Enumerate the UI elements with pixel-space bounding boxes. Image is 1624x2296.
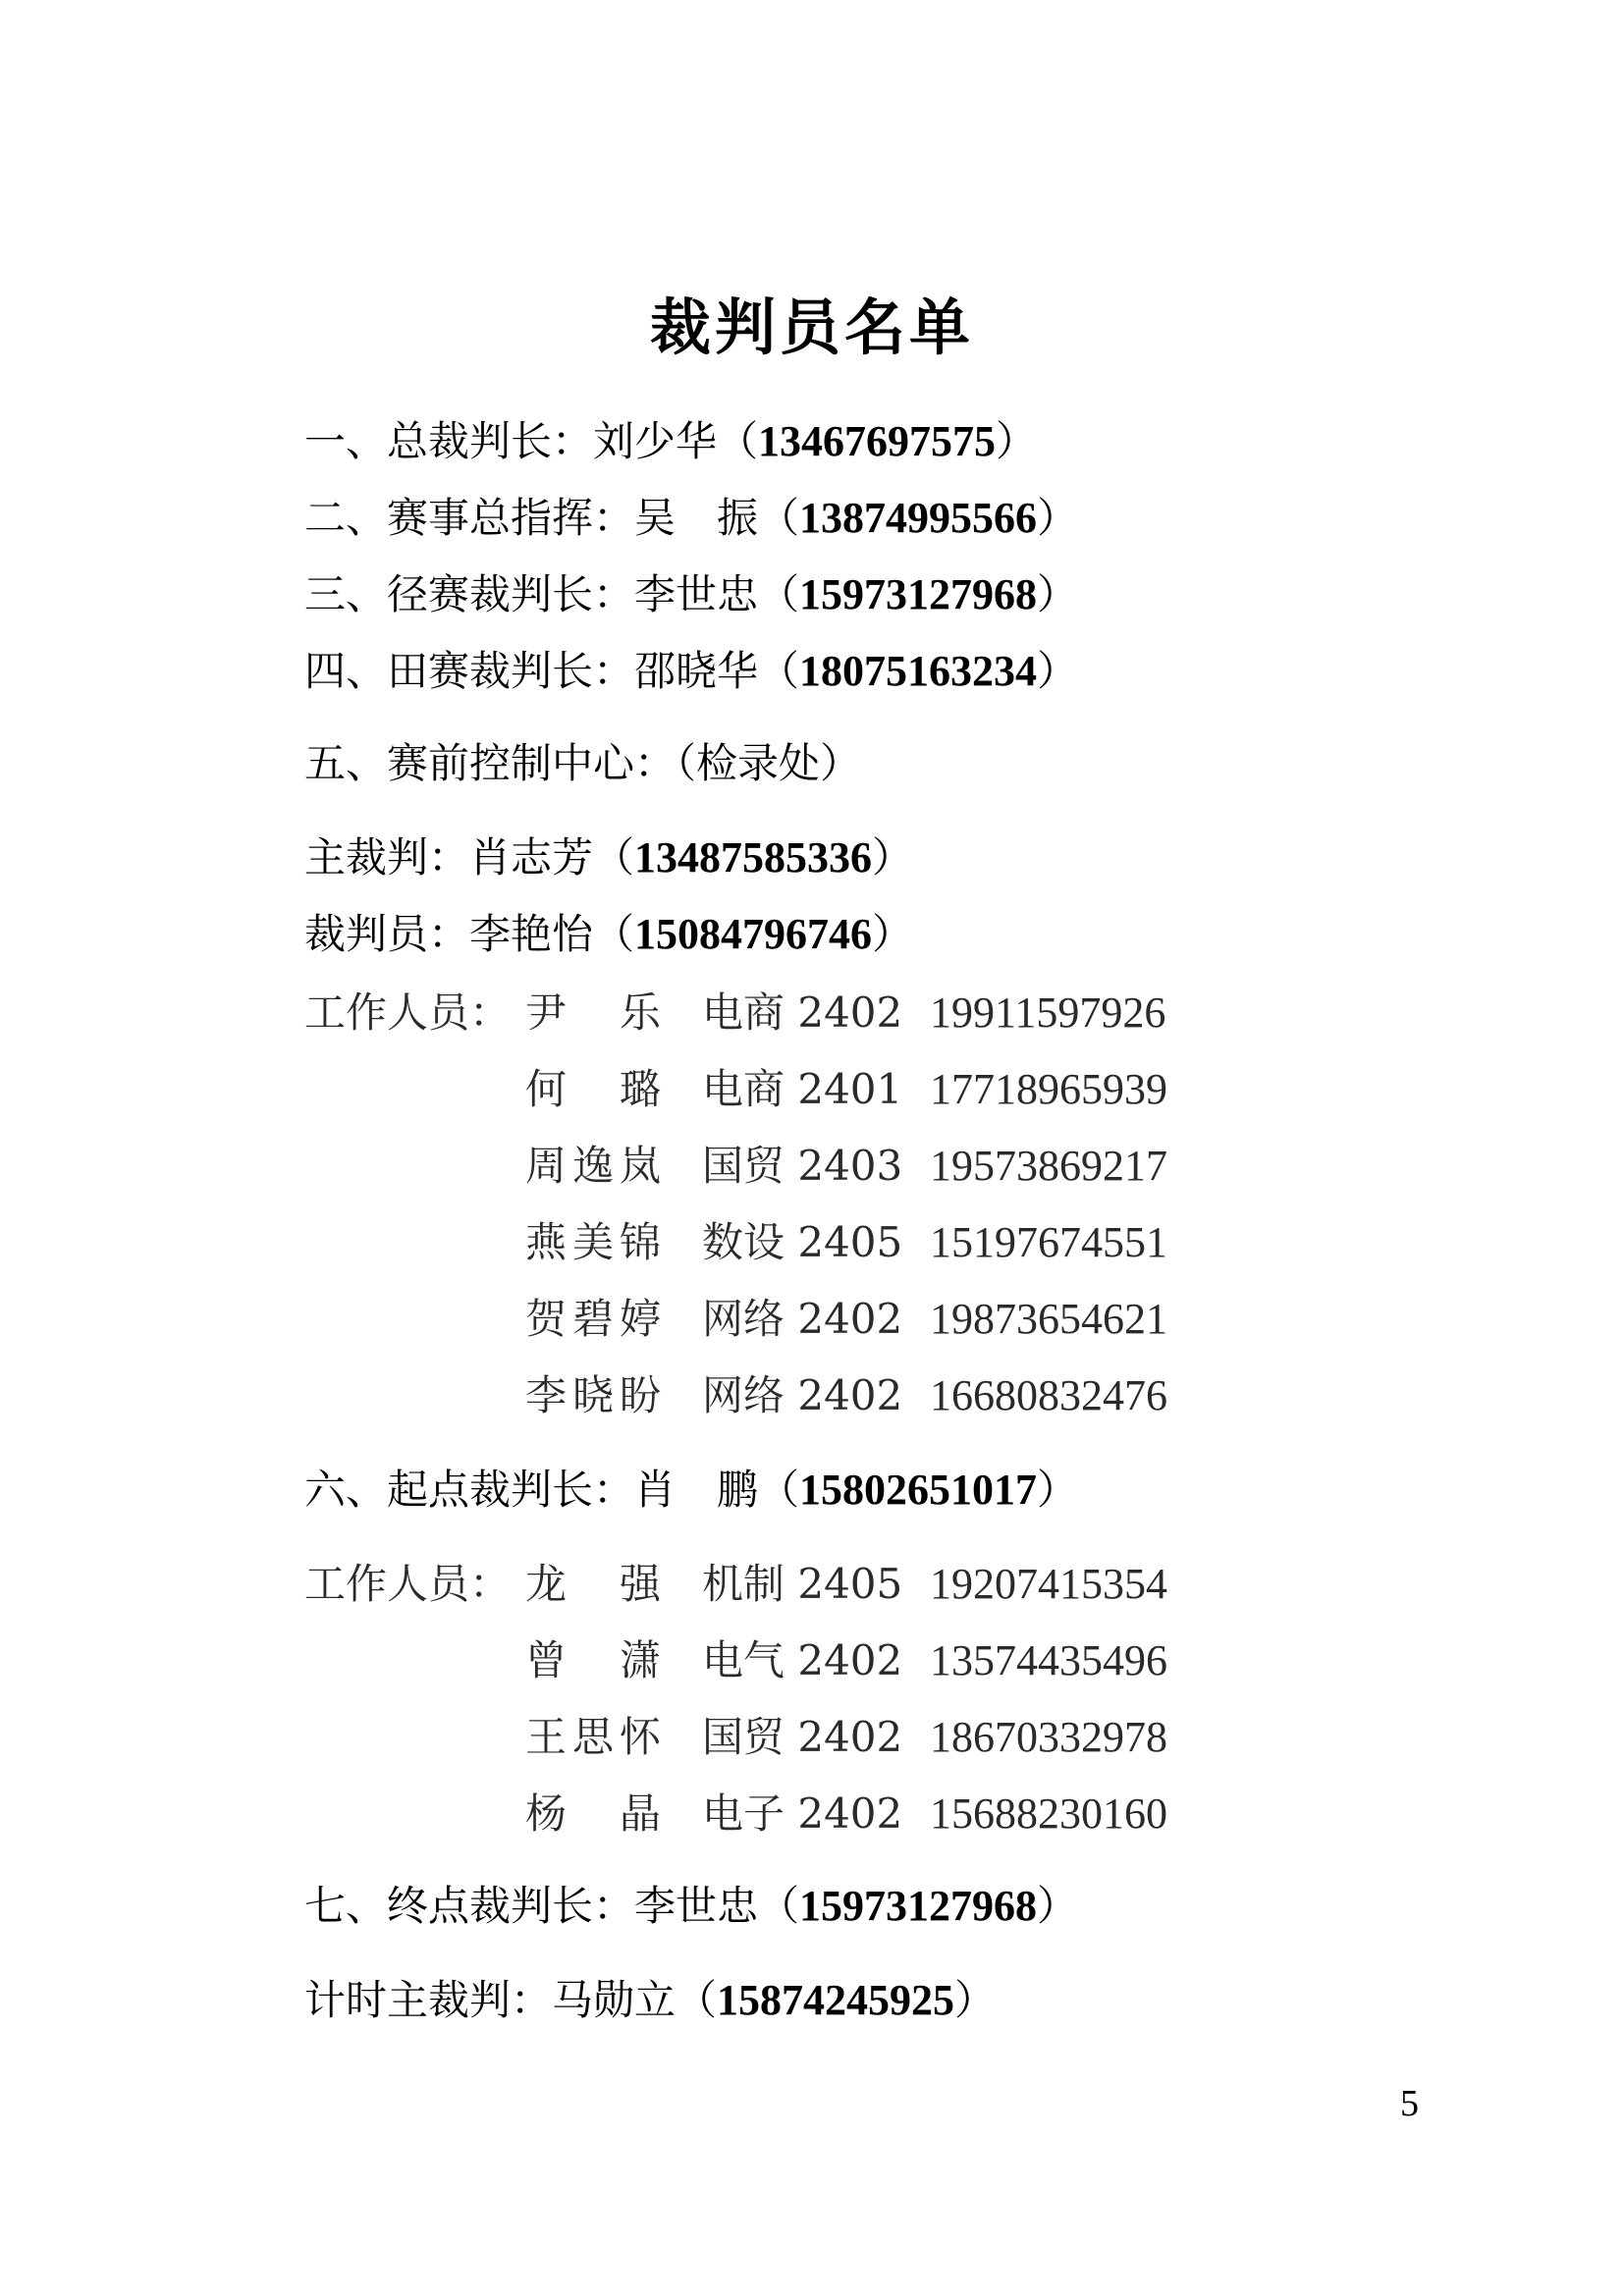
commander-label: 二、赛事总指挥：吴 振（ (304, 494, 800, 542)
worker-class: 网络 2402 (702, 1295, 903, 1343)
worker-name: 王思怀 (525, 1713, 668, 1761)
field-referee-line (304, 644, 1078, 699)
page-title: 裁判员名单 (649, 292, 974, 363)
worker-name: 尹 乐 (525, 988, 668, 1037)
worker-phone: 19573869217 (930, 1142, 1167, 1190)
track-referee-line (304, 567, 1078, 622)
timing-judge-line (304, 1973, 996, 2028)
worker-phone: 19911597926 (930, 988, 1166, 1037)
start-referee-label: 六、起点裁判长：肖 鹏（ (304, 1466, 800, 1514)
head-judge-close: ） (872, 833, 914, 881)
worker-phone: 15688230160 (930, 1789, 1167, 1838)
worker-class: 电子 2402 (702, 1789, 903, 1838)
control-workers-label: 工作人员： (304, 988, 512, 1037)
judge-phone: 15084796746 (634, 910, 873, 958)
judge-close: ） (872, 910, 914, 958)
worker-class: 电气 2402 (702, 1636, 903, 1684)
worker-phone: 18670332978 (930, 1713, 1167, 1761)
worker-name: 燕美锦 (525, 1218, 668, 1266)
worker-name: 杨 晶 (525, 1789, 668, 1838)
worker-name: 贺碧婷 (525, 1295, 668, 1343)
head-judge-label: 主裁判：肖志芳（ (304, 833, 635, 881)
control-center-heading (304, 736, 861, 791)
worker-class: 电商 2402 (702, 988, 903, 1037)
start-referee-phone: 15802651017 (799, 1466, 1038, 1514)
timing-judge-close: ） (954, 1976, 997, 2024)
worker-class: 网络 2402 (702, 1371, 903, 1419)
worker-class: 机制 2405 (702, 1560, 903, 1608)
finish-referee-label: 七、终点裁判长：李世忠（ (304, 1882, 800, 1930)
head-judge-phone: 13487585336 (634, 833, 873, 881)
worker-phone: 16680832476 (930, 1371, 1167, 1419)
worker-name: 曾 潇 (525, 1636, 668, 1684)
chief-referee-line (304, 414, 1037, 469)
commander-close: ） (1037, 494, 1079, 542)
commander-phone: 13874995566 (799, 494, 1038, 542)
finish-referee-close: ） (1037, 1882, 1079, 1930)
control-center-label: 五、赛前控制中心：（检录处） (304, 739, 862, 787)
worker-class: 电商 2401 (702, 1065, 903, 1113)
worker-name: 李晓盼 (525, 1371, 668, 1419)
start-referee-close: ） (1037, 1466, 1079, 1514)
field-referee-close: ） (1037, 647, 1079, 695)
worker-phone: 19207415354 (930, 1560, 1167, 1608)
track-referee-close: ） (1037, 570, 1079, 618)
worker-phone: 13574435496 (930, 1636, 1167, 1684)
worker-name: 何 璐 (525, 1065, 668, 1113)
timing-judge-label: 计时主裁判：马勋立（ (304, 1976, 718, 2024)
worker-phone: 19873654621 (930, 1295, 1167, 1343)
track-referee-label: 三、径赛裁判长：李世忠（ (304, 570, 800, 618)
start-referee-line (304, 1463, 1078, 1518)
start-workers-label: 工作人员： (304, 1560, 512, 1608)
judge-label: 裁判员：李艳怡（ (304, 910, 635, 958)
finish-referee-phone: 15973127968 (799, 1882, 1038, 1930)
worker-phone: 15197674551 (930, 1218, 1167, 1266)
finish-referee-line (304, 1879, 1078, 1934)
worker-phone: 17718965939 (930, 1065, 1167, 1113)
worker-class: 数设 2405 (702, 1218, 903, 1266)
worker-class: 国贸 2402 (702, 1713, 903, 1761)
worker-class: 国贸 2403 (702, 1142, 903, 1190)
chief-referee-close: ） (996, 417, 1038, 465)
chief-referee-phone: 13467697575 (758, 417, 997, 465)
worker-name: 周逸岚 (525, 1142, 668, 1190)
head-judge-line (304, 830, 913, 885)
chief-referee-label: 一、总裁判长：刘少华（ (304, 417, 759, 465)
field-referee-phone: 18075163234 (799, 647, 1038, 695)
judge-line (304, 907, 913, 962)
commander-line (304, 491, 1078, 546)
track-referee-phone: 15973127968 (799, 570, 1038, 618)
worker-name: 龙 强 (525, 1560, 668, 1608)
field-referee-label: 四、田赛裁判长：邵晓华（ (304, 647, 800, 695)
timing-judge-phone: 15874245925 (717, 1976, 955, 2024)
page-number: 5 (1400, 2083, 1419, 2124)
